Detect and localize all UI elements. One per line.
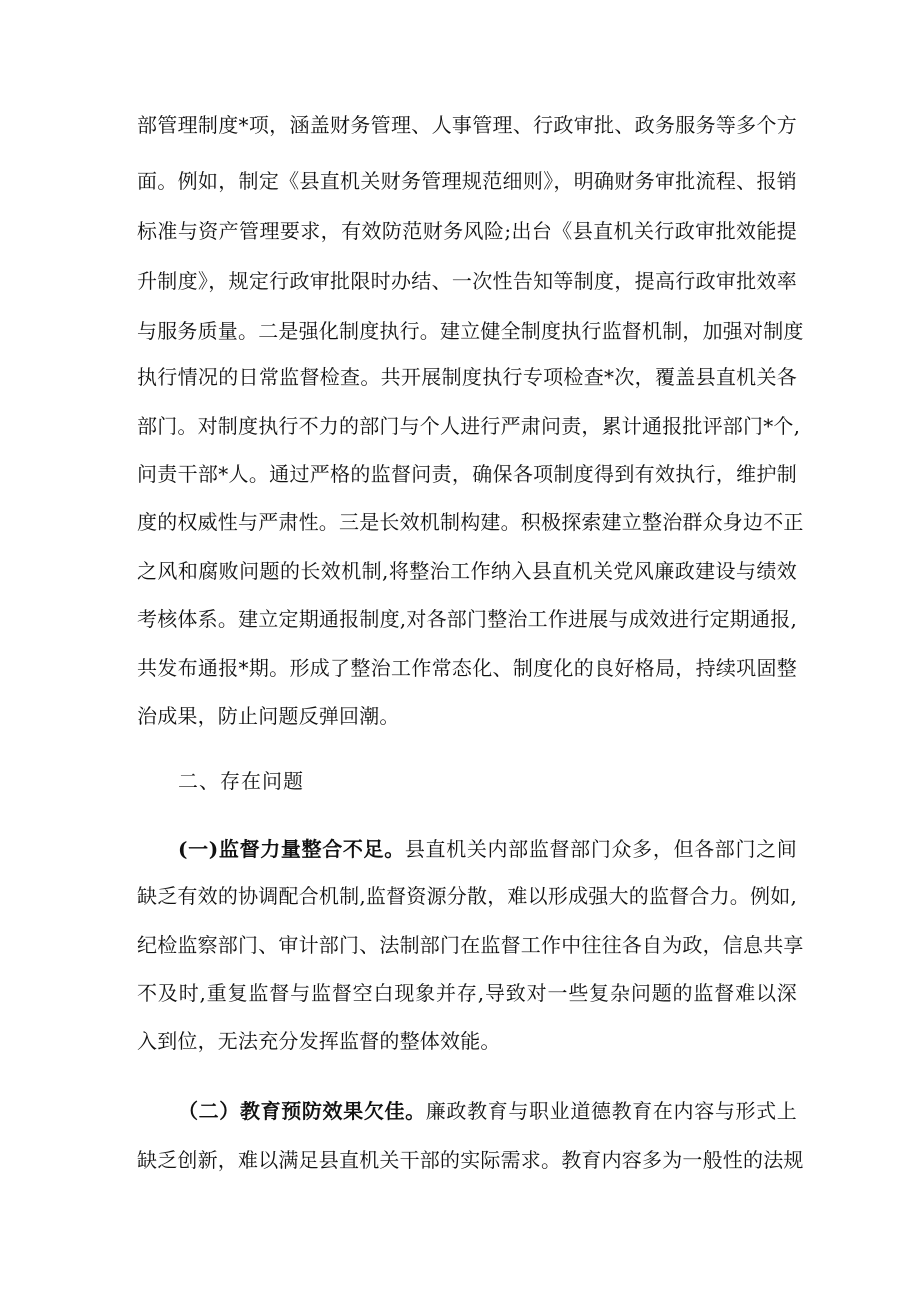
paragraph-line: 升制度》，规定行政审批限时办结、一次性告知等制度，提高行政审批效率 — [137, 269, 797, 293]
paragraph-line: 问责干部*人。通过严格的监督问责，确保各项制度得到有效执行，维护制 — [137, 462, 797, 486]
paragraph-line: 标准与资产管理要求，有效防范财务风险;出台《县直机关行政审批效能提 — [137, 219, 797, 243]
paragraph-line: 共发布通报*期。形成了整治工作常态化、制度化的良好格局，持续巩固整 — [137, 656, 797, 680]
paragraph-line: 考核体系。建立定期通报制度,对各部门整治工作进展与成效进行定期通报, — [137, 607, 797, 631]
paragraph-line: 执行情况的日常监督检查。共开展制度执行专项检查*次，覆盖县直机关各 — [137, 365, 797, 389]
item-first-line — [178, 834, 797, 864]
paragraph-line: 治成果，防止问题反弹回潮。 — [137, 704, 400, 728]
item-lead: (一)监督力量整合不足。 — [178, 837, 405, 861]
item-text: 县直机关内部监督部门众多，但各部门之间 — [404, 837, 797, 861]
paragraph-line: 不及时,重复监督与监督空白现象并存,导致对一些复杂问题的监督难以深 — [137, 981, 797, 1005]
paragraph-line: 部门。对制度执行不力的部门与个人进行严肃问责，累计通报批评部门*个, — [137, 414, 801, 438]
paragraph-line: 缺乏有效的协调配合机制,监督资源分散，难以形成强大的监督合力。例如, — [137, 884, 797, 908]
item-lead: （二）教育预防效果欠佳。 — [178, 1099, 426, 1123]
paragraph-line: 与服务质量。二是强化制度执行。建立健全制度执行监督机制，加强对制度 — [137, 319, 804, 343]
paragraph-line: 之风和腐败问题的长效机制,将整治工作纳入县直机关党风廉政建设与绩效 — [137, 559, 797, 583]
paragraph-line: 缺乏创新，难以满足县直机关干部的实际需求。教育内容多为一般性的法规 — [137, 1148, 804, 1172]
item-text: 廉政教育与职业道德教育在内容与形式上 — [425, 1099, 797, 1123]
paragraph-line: 部管理制度*项，涵盖财务管理、人事管理、行政审批、政务服务等多个方 — [137, 113, 797, 137]
paragraph-line: 面。例如，制定《县直机关财务管理规范细则》，明确财务审批流程、报销 — [137, 169, 797, 193]
item-first-line — [178, 1096, 797, 1126]
paragraph-line: 入到位，无法充分发挥监督的整体效能。 — [137, 1029, 501, 1053]
paragraph-line: 纪检监察部门、审计部门、法制部门在监督工作中往往各自为政，信息共享 — [137, 933, 804, 957]
paragraph-line: 度的权威性与严肃性。三是长效机制构建。积极探索建立整治群众身边不正 — [137, 510, 804, 534]
section-heading: 二、存在问题 — [178, 769, 304, 793]
